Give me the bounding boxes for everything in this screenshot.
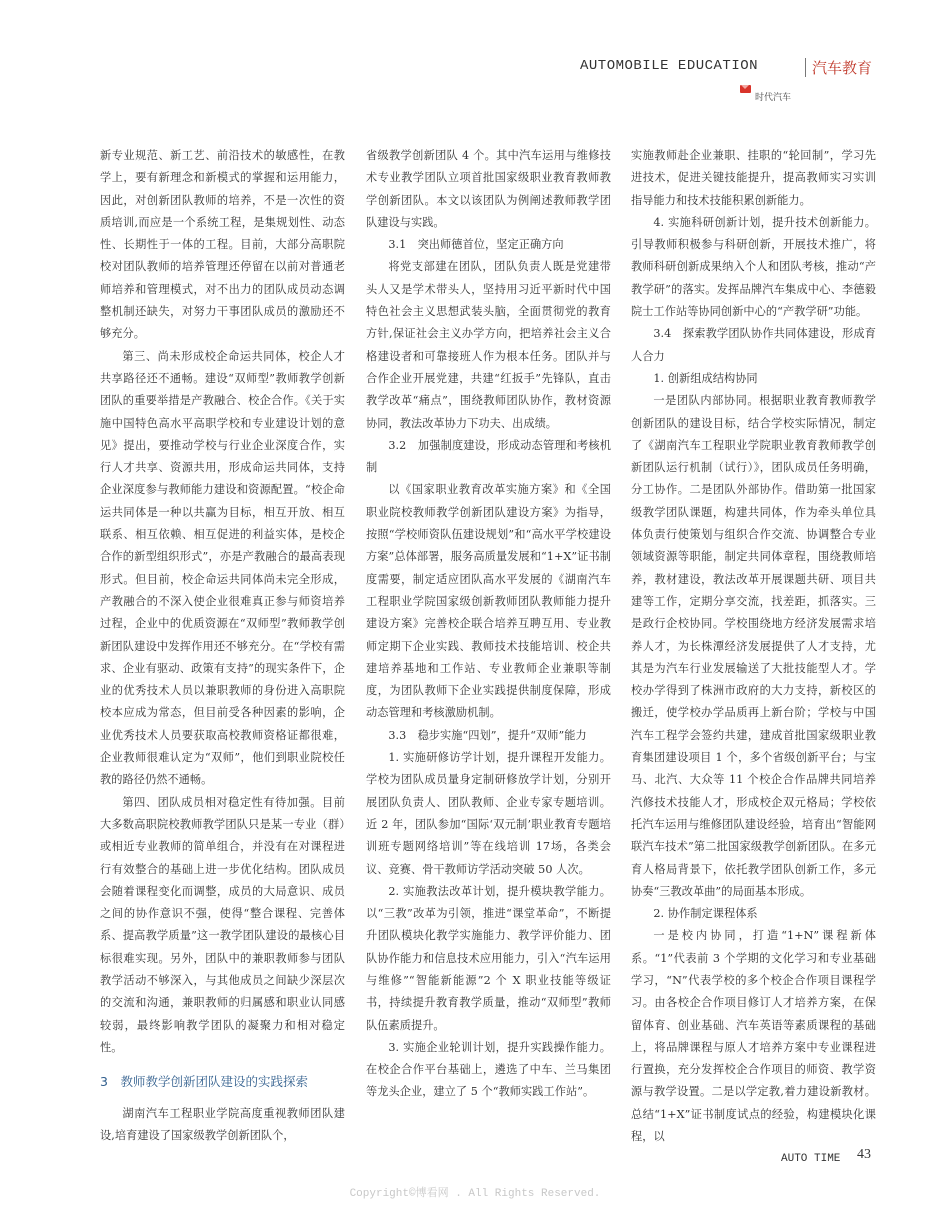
page-number: 43 [857,1147,871,1162]
paragraph: 第三、尚未形成校企命运共同体，校企人才共享路径还不通畅。建设“双师型”教师教学创新团队的重要举措是产教融合、校企合作。《关于实施中国特色高水平高职学校和专业建设计划的意见》提出，要推动学校与行业企业深度合作，实行人才共享、资源共用，形成命运共同体，支持企业深度参与教师能力建设和资源配置。“校企命运共同体是一种以共赢为目标，相互开放、相互联系、相互依赖、相互促进的利益实体，是校企合作的新型组织形式”，亦是产教融合的最高表现形式。但目前，校企命运共同体尚未完全形成，产教融合的不深入使企业很难真正参与师资培养过程，企业中的优质资源在“双师型”教师教学创新团队建设中发挥作用还不够充分。在“学校有需求、企业有驱动、政策有支持”的现实条件下，企业的优秀技术人员以兼职教师的身份进入高职院校本应成为常态，但目前受各种因素的影响，企业优秀技术人员要获取高校教师资格证都很难，企业教师很难认定为“双师”，他们到职业院校任教的路径仍然不通畅。 [100,349,345,787]
footer-label: AUTO TIME [781,1153,841,1165]
paragraph: 第四、团队成员相对稳定性有待加强。目前大多数高职院校教师教学团队只是某一专业（群）或相近专业教师的简单组合，并没有在对课程进行有效整合的基础上进一步优化结构。团队成员会随着课程变化而调整，成员的大局意识、成员之间的协作意识不强，使得“整合课程、完善体系、提高教学质量”这一教学团队建设的最核心目标很难实现。另外，团队中的兼职教师参与团队教学活动不够深入，与其他成员之间缺少深层次的交流和沟通，兼职教师的归属感和职业认同感较弱，最终影响教学团队的凝聚力和相对稳定性。 [100,795,345,1054]
paragraph: 4. 实施科研创新计划，提升技术创新能力。引导教师积极参与科研创新，开展技术推广，将教师科研创新成果纳入个人和团队考核，推动“产教学研”的落实。发挥品牌汽车集成中心、李德毅院士工作站等协同创新中心的“产教学研”功能。 [631,215,876,319]
envelope-icon [740,85,751,93]
header-title-en: AUTOMOBILE EDUCATION [580,58,759,74]
paragraph: 实施教师赴企业兼职、挂职的“轮回制”，学习先进技术，促进关键技能提升，提高教师实习实训指导能力和技术技能积累创新能力。 [631,149,876,207]
subsection-heading: 3.1 突出师德首位，坚定正确方向 [388,238,564,252]
paragraph: 省级教学创新团队 4 个。其中汽车运用与维修技术专业教学团队立项首批国家级职业教育教师教学创新团队。本文以该团队为例阐述教师教学团队建设与实践。 [366,149,611,229]
list-heading: 1. 创新组成结构协同 [653,371,758,385]
section-heading: 3 教师教学创新团队建设的实践探索 [100,1074,308,1090]
copyright-watermark: Copyright©博看网 . All Rights Reserved. [349,1188,601,1200]
header-title-cn: 汽车教育 [812,59,873,77]
paragraph: 一是校内协同，打造“1+N”课程新体系。“1”代表前 3 个学期的文化学习和专业基础学习，“N”代表学校的多个校企合作项目课程学习。由各校企合作项目修订人才培养方案，在保留体育、创业基础、汽车英语等素质课程的基础上，将品牌课程与原人才培养方案中专业课程进行置换，充分发挥校企合作项目的师资、教学资源与教学设置。二是以学定教,着力建设新教材。总结“1+X”证书制度试点的经验，构建模块化课程，以 [631,929,876,1144]
paragraph: 以《国家职业教育改革实施方案》和《全国职业院校教师教学创新团队建设方案》为指导，按照“学校师资队伍建设规划”和“高水平学校建设方案”总体部署，服务高质量发展和“1+X”证书制度需要，制定适应团队高水平发展的《湖南汽车工程职业学院国家级创新教师团队教师能力提升建设方案》完善校企联合培养互聘互用、专业教师定期下企业实践、教师技术技能培训、校企共建培养基地和工作站、专业教师企业兼职等制度，为团队教师下企业实践提供制度保障，形成动态管理和考核激励机制。 [366,483,611,720]
subsection-heading: 3.4 探索教学团队协作共同体建设，形成育人合力 [631,327,876,363]
paragraph: 2. 实施教法改革计划，提升模块教学能力。以“三教”改革为引领，推进“课堂革命”，不断提升团队模块化教学实施能力、教学评价能力、团队协作能力和信息技术应用能力，引入“汽车运用与维修”“智能新能源”2 个 X 职业技能等级证书，持续提升教育教学质量，推动“双师型”教师队伍素质提升。 [366,884,611,1032]
magazine-name: 时代汽车 [755,93,792,103]
text-column-3 [631,145,876,1145]
list-heading: 2. 协作制定课程体系 [653,907,758,921]
paragraph: 3. 实施企业轮训计划，提升实践操作能力。在校企合作平台基础上，遴选了中车、兰马集团等龙头企业，建立了 5 个“教师实践工作站”。 [366,1040,611,1099]
header-divider [805,58,806,77]
text-column-1 [100,145,345,1145]
text-column-2 [366,145,611,1145]
paragraph: 一是团队内部协同。根据职业教育教师教学创新团队的建设目标，结合学校实际情况，制定了《湖南汽车工程职业学院职业教育教师教学创新团队运行机制（试行）》，团队成员任务明确，分工协作。二是团队外部协作。借助第一批国家级教学团队课题，构建共同体，作为牵头单位具体负责行使策划与组织合作交流、协调整合专业领域资源等职能，制定共同体章程，围绕教师培养，教材建设，教法改革开展课题共研、项目共建等工作，定期分享交流，找差距，抓落实。三是政行企校协同。学校围绕地方经济发展需求培养人才，为长株潭经济发展提供了人才支持，尤其是为汽车行业发展输送了大批技能型人才。学校办学得到了株洲市政府的大力支持，新校区的搬迁，使学校办学品质再上新台阶；学校与中国汽车工程学会签约共建，建成首批国家级职业教育集团建设项目 1 个，多个省级创新平台；与宝马、北汽、大众等 11 个校企合作品牌共同培养汽修技术技能人才，形成校企双元格局；学校依托汽车运用与维修团队建设经验，培育出“智能网联汽车技术”第二批国家级教学创新团队。在多元育人格局背景下，依托教学团队创新工作，多元协奏“三教改革曲”的局面基本形成。 [631,394,876,898]
paragraph: 新专业规范、新工艺、前沿技术的敏感性，在教学上，要有新理念和新模式的掌握和运用能力，因此，对创新团队教师的培养，不是一次性的资质培训,而应是一个系统工程，是集规划性、动态性、长期性于一体的工程。目前，大部分高职院校对团队教师的培养管理还停留在以前对普通老师培养和管理模式，对不出力的团队成员动态调整机制还缺失，对努力干事团队成员的激励还不够充分。 [100,149,345,341]
paragraph: 将党支部建在团队，团队负责人既是党建带头人又是学术带头人，坚持用习近平新时代中国特色社会主义思想武装头脑，全面贯彻党的教育方针,保证社会主义办学方向，把培养社会主义合格建设者和可靠接班人作为根本任务。团队并与合作企业开展党建，共建“红扳手”先锋队，直击教学改革“痛点”，围绕教师团队协作，教材资源协同，教法改革协力下功夫、出成绩。 [366,260,611,430]
subsection-heading: 3.2 加强制度建设，形成动态管理和考核机制 [366,438,611,475]
paragraph: 1. 实施研修访学计划，提升课程开发能力。学校为团队成员量身定制研修放学计划，分别开展团队负责人、团队教师、企业专家专题培训。近 2 年，团队参加“国际‘双元制’职业教育专题培训班专题网络培训”等在线培训 17场，各类会议、竞赛、骨干教师访学活动突破 50 人次。 [366,751,611,876]
paragraph: 湖南汽车工程职业学院高度重视教师团队建设,培育建设了国家级教学创新团队个， [100,1107,345,1143]
subsection-heading: 3.3 稳步实施“四划”，提升“双师”能力 [388,728,587,742]
